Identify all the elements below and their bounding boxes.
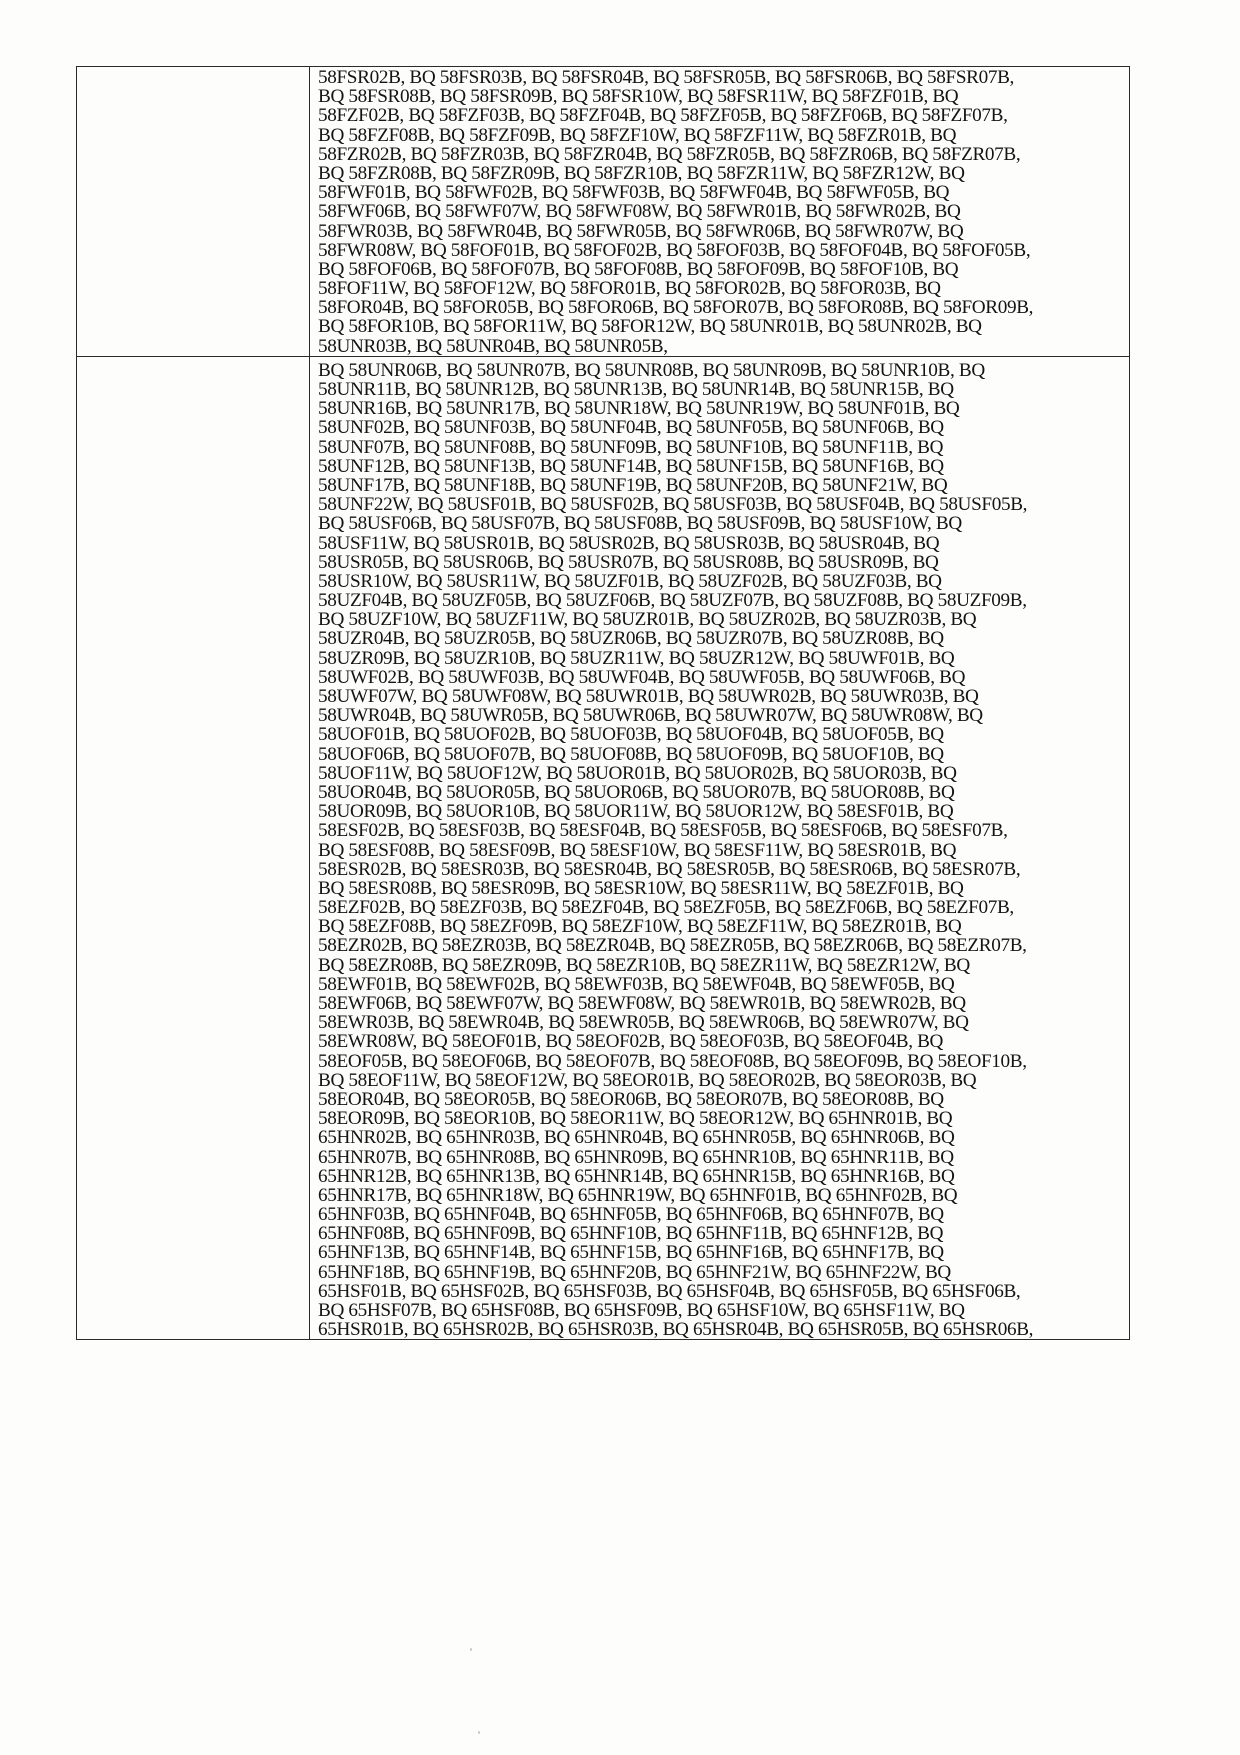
model-codes-line: BQ 58EZF08B, BQ 58EZF09B, BQ 58EZF10W, BQ 58EZF11W, BQ 58EZR01B, BQ	[318, 916, 962, 938]
model-codes-line: 58EZR02B, BQ 58EZR03B, BQ 58EZR04B, BQ 58EZR05B, BQ 58EZR06B, BQ 58EZR07B,	[318, 935, 1027, 957]
model-codes-line: 58FOF11W, BQ 58FOF12W, BQ 58FOR01B, BQ 58FOR02B, BQ 58FOR03B, BQ	[318, 278, 941, 300]
scan-speck	[470, 1648, 472, 1651]
left-column-cell	[77, 67, 310, 357]
model-codes-line: 58UZF04B, BQ 58UZF05B, BQ 58UZF06B, BQ 58UZF07B, BQ 58UZF08B, BQ 58UZF09B,	[318, 590, 1027, 612]
model-codes-line: 58EWF01B, BQ 58EWF02B, BQ 58EWF03B, BQ 58EWF04B, BQ 58EWF05B, BQ	[318, 973, 955, 995]
model-codes-line: 58EWR08W, BQ 58EOF01B, BQ 58EOF02B, BQ 58EOF03B, BQ 58EOF04B, BQ	[318, 1031, 944, 1053]
scan-speck	[478, 1731, 480, 1734]
model-codes-line: 58UOF01B, BQ 58UOF02B, BQ 58UOF03B, BQ 58UOF04B, BQ 58UOF05B, BQ	[318, 724, 944, 746]
model-codes-line: 58ESF02B, BQ 58ESF03B, BQ 58ESF04B, BQ 58ESF05B, BQ 58ESF06B, BQ 58ESF07B,	[318, 820, 1008, 842]
model-codes-line: 58UWR04B, BQ 58UWR05B, BQ 58UWR06B, BQ 58UWR07W, BQ 58UWR08W, BQ	[318, 705, 983, 727]
model-codes-line: BQ 58FOF06B, BQ 58FOF07B, BQ 58FOF08B, BQ 58FOF09B, BQ 58FOF10B, BQ	[318, 258, 959, 280]
model-codes-line: 58FOR04B, BQ 58FOR05B, BQ 58FOR06B, BQ 58FOR07B, BQ 58FOR08B, BQ 58FOR09B,	[318, 297, 1034, 319]
model-codes-line: 65HNR07B, BQ 65HNR08B, BQ 65HNR09B, BQ 65HNR10B, BQ 65HNR11B, BQ	[318, 1146, 954, 1168]
model-codes-line: 65HNF08B, BQ 65HNF09B, BQ 65HNF10B, BQ 65HNF11B, BQ 65HNF12B, BQ	[318, 1223, 944, 1245]
model-codes-line: 58EOR09B, BQ 58EOR10B, BQ 58EOR11W, BQ 58EOR12W, BQ 65HNR01B, BQ	[318, 1108, 953, 1130]
model-codes-line: 58UNR03B, BQ 58UNR04B, BQ 58UNR05B,	[318, 335, 668, 357]
model-codes-line: BQ 58EZR08B, BQ 58EZR09B, BQ 58EZR10B, BQ 58EZR11W, BQ 58EZR12W, BQ	[318, 954, 970, 976]
model-list-table	[76, 66, 1130, 1340]
table-body	[77, 67, 1130, 1340]
model-codes-line: BQ 58ESF08B, BQ 58ESF09B, BQ 58ESF10W, BQ 58ESF11W, BQ 58ESR01B, BQ	[318, 839, 957, 861]
model-codes-line: 58UNF07B, BQ 58UNF08B, BQ 58UNF09B, BQ 58UNF10B, BQ 58UNF11B, BQ	[318, 436, 944, 458]
model-codes-line: 58FWR03B, BQ 58FWR04B, BQ 58FWR05B, BQ 58FWR06B, BQ 58FWR07W, BQ	[318, 220, 964, 242]
model-codes-line: 58UOR04B, BQ 58UOR05B, BQ 58UOR06B, BQ 58UOR07B, BQ 58UOR08B, BQ	[318, 781, 955, 803]
model-codes-line: 58FWF06B, BQ 58FWF07W, BQ 58FWF08W, BQ 58FWR01B, BQ 58FWR02B, BQ	[318, 201, 961, 223]
model-codes-line: 58FWF01B, BQ 58FWF02B, BQ 58FWF03B, BQ 58FWF04B, BQ 58FWF05B, BQ	[318, 182, 950, 204]
model-codes-line: 58USR05B, BQ 58USR06B, BQ 58USR07B, BQ 58USR08B, BQ 58USR09B, BQ	[318, 551, 939, 573]
table-row	[77, 67, 1130, 357]
model-codes-line: 58EOF05B, BQ 58EOF06B, BQ 58EOF07B, BQ 58EOF08B, BQ 58EOF09B, BQ 58EOF10B,	[318, 1050, 1027, 1072]
model-codes-line: 58UOR09B, BQ 58UOR10B, BQ 58UOR11W, BQ 58UOR12W, BQ 58ESF01B, BQ	[318, 801, 954, 823]
table-row	[77, 356, 1130, 1340]
model-codes-line: 58EZF02B, BQ 58EZF03B, BQ 58EZF04B, BQ 58EZF05B, BQ 58EZF06B, BQ 58EZF07B,	[318, 897, 1014, 919]
model-codes-line: 58UZR09B, BQ 58UZR10B, BQ 58UZR11W, BQ 58UZR12W, BQ 58UWF01B, BQ	[318, 647, 955, 669]
model-codes-cell	[310, 356, 1130, 1340]
model-codes-line: BQ 58FZR08B, BQ 58FZR09B, BQ 58FZR10B, BQ 58FZR11W, BQ 58FZR12W, BQ	[318, 162, 965, 184]
model-codes-line: 65HSF01B, BQ 65HSF02B, BQ 65HSF03B, BQ 65HSF04B, BQ 65HSF05B, BQ 65HSF06B,	[318, 1280, 1021, 1302]
model-codes-line: 58EOR04B, BQ 58EOR05B, BQ 58EOR06B, BQ 58EOR07B, BQ 58EOR08B, BQ	[318, 1088, 944, 1110]
model-codes-line: 58UWF07W, BQ 58UWF08W, BQ 58UWR01B, BQ 58UWR02B, BQ 58UWR03B, BQ	[318, 686, 979, 707]
model-codes-line: 65HNF18B, BQ 65HNF19B, BQ 65HNF20B, BQ 65HNF21W, BQ 65HNF22W, BQ	[318, 1261, 951, 1283]
model-codes-line: BQ 58FZF08B, BQ 58FZF09B, BQ 58FZF10W, BQ 58FZF11W, BQ 58FZR01B, BQ	[318, 124, 957, 146]
model-codes-line: 65HNF13B, BQ 65HNF14B, BQ 65HNF15B, BQ 65HNF16B, BQ 65HNF17B, BQ	[318, 1242, 944, 1264]
model-codes-line: 58UWF02B, BQ 58UWF03B, BQ 58UWF04B, BQ 58UWF05B, BQ 58UWF06B, BQ	[318, 666, 966, 688]
model-codes-line: 58UOF06B, BQ 58UOF07B, BQ 58UOF08B, BQ 58UOF09B, BQ 58UOF10B, BQ	[318, 743, 944, 765]
model-codes-line: BQ 58UNR06B, BQ 58UNR07B, BQ 58UNR08B, BQ 58UNR09B, BQ 58UNR10B, BQ	[318, 359, 985, 381]
model-codes-line: 58FZR02B, BQ 58FZR03B, BQ 58FZR04B, BQ 58FZR05B, BQ 58FZR06B, BQ 58FZR07B,	[318, 143, 1021, 165]
model-codes-line: 65HNF03B, BQ 65HNF04B, BQ 65HNF05B, BQ 65HNF06B, BQ 65HNF07B, BQ	[318, 1204, 944, 1226]
model-codes-line: 65HNR17B, BQ 65HNR18W, BQ 65HNR19W, BQ 65HNF01B, BQ 65HNF02B, BQ	[318, 1184, 958, 1206]
model-codes-line: BQ 58UZF10W, BQ 58UZF11W, BQ 58UZR01B, BQ 58UZR02B, BQ 58UZR03B, BQ	[318, 609, 977, 631]
model-codes-cell	[310, 67, 1130, 357]
left-column-cell	[77, 356, 310, 1340]
model-codes-line: BQ 58FSR08B, BQ 58FSR09B, BQ 58FSR10W, BQ 58FSR11W, BQ 58FZF01B, BQ	[318, 86, 959, 108]
model-codes-line: 58UNR11B, BQ 58UNR12B, BQ 58UNR13B, BQ 58UNR14B, BQ 58UNR15B, BQ	[318, 379, 954, 400]
model-codes-line: BQ 58FOR10B, BQ 58FOR11W, BQ 58FOR12W, BQ 58UNR01B, BQ 58UNR02B, BQ	[318, 316, 982, 338]
model-codes-line: 65HNR12B, BQ 65HNR13B, BQ 65HNR14B, BQ 65HNR15B, BQ 65HNR16B, BQ	[318, 1165, 955, 1187]
model-codes-line: 58FZF02B, BQ 58FZF03B, BQ 58FZF04B, BQ 58FZF05B, BQ 58FZF06B, BQ 58FZF07B,	[318, 105, 1008, 127]
model-codes-line: 58UNR16B, BQ 58UNR17B, BQ 58UNR18W, BQ 58UNR19W, BQ 58UNF01B, BQ	[318, 398, 960, 420]
model-codes-line: BQ 58USF06B, BQ 58USF07B, BQ 58USF08B, BQ 58USF09B, BQ 58USF10W, BQ	[318, 513, 962, 535]
model-codes-line: 58UOF11W, BQ 58UOF12W, BQ 58UOR01B, BQ 58UOR02B, BQ 58UOR03B, BQ	[318, 762, 957, 784]
model-codes-line: 58UNF02B, BQ 58UNF03B, BQ 58UNF04B, BQ 58UNF05B, BQ 58UNF06B, BQ	[318, 417, 944, 439]
model-codes-line: 65HNR02B, BQ 65HNR03B, BQ 65HNR04B, BQ 65HNR05B, BQ 65HNR06B, BQ	[318, 1127, 955, 1149]
model-codes-line: 65HSR01B, BQ 65HSR02B, BQ 65HSR03B, BQ 65HSR04B, BQ 65HSR05B, BQ 65HSR06B,	[318, 1319, 1034, 1341]
model-codes-line: 58FSR02B, BQ 58FSR03B, BQ 58FSR04B, BQ 58FSR05B, BQ 58FSR06B, BQ 58FSR07B,	[318, 67, 1015, 88]
model-codes-line: 58EWR03B, BQ 58EWR04B, BQ 58EWR05B, BQ 58EWR06B, BQ 58EWR07W, BQ	[318, 1012, 969, 1034]
model-codes-line: BQ 58ESR08B, BQ 58ESR09B, BQ 58ESR10W, BQ 58ESR11W, BQ 58EZF01B, BQ	[318, 877, 964, 899]
model-codes-line: BQ 65HSF07B, BQ 65HSF08B, BQ 65HSF09B, BQ 65HSF10W, BQ 65HSF11W, BQ	[318, 1300, 965, 1321]
model-codes-line: BQ 58EOF11W, BQ 58EOF12W, BQ 58EOR01B, BQ 58EOR02B, BQ 58EOR03B, BQ	[318, 1069, 977, 1091]
model-codes-line: 58ESR02B, BQ 58ESR03B, BQ 58ESR04B, BQ 58ESR05B, BQ 58ESR06B, BQ 58ESR07B,	[318, 858, 1021, 880]
model-codes-line: 58UNF22W, BQ 58USF01B, BQ 58USF02B, BQ 58USF03B, BQ 58USF04B, BQ 58USF05B,	[318, 494, 1028, 516]
model-codes-line: 58UZR04B, BQ 58UZR05B, BQ 58UZR06B, BQ 58UZR07B, BQ 58UZR08B, BQ	[318, 628, 944, 650]
model-codes-line: 58EWF06B, BQ 58EWF07W, BQ 58EWF08W, BQ 58EWR01B, BQ 58EWR02B, BQ	[318, 993, 966, 1014]
model-codes-line: 58USR10W, BQ 58USR11W, BQ 58UZF01B, BQ 58UZF02B, BQ 58UZF03B, BQ	[318, 570, 942, 592]
model-codes-line: 58UNF12B, BQ 58UNF13B, BQ 58UNF14B, BQ 58UNF15B, BQ 58UNF16B, BQ	[318, 455, 944, 477]
model-codes-line: 58UNF17B, BQ 58UNF18B, BQ 58UNF19B, BQ 58UNF20B, BQ 58UNF21W, BQ	[318, 474, 948, 496]
model-codes-line: 58FWR08W, BQ 58FOF01B, BQ 58FOF02B, BQ 58FOF03B, BQ 58FOF04B, BQ 58FOF05B,	[318, 239, 1031, 261]
model-codes-line: 58USF11W, BQ 58USR01B, BQ 58USR02B, BQ 58USR03B, BQ 58USR04B, BQ	[318, 532, 940, 554]
